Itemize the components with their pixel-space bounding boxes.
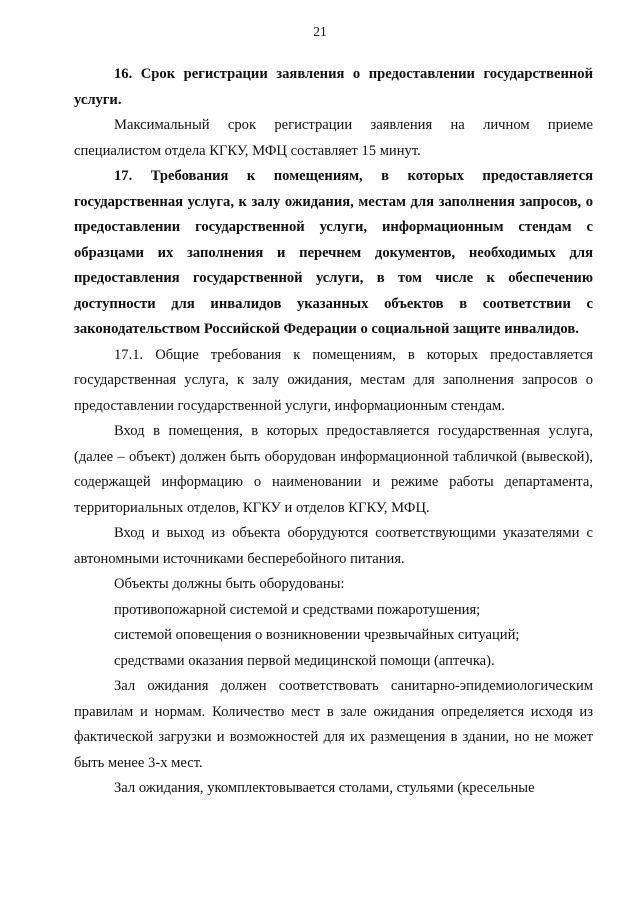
list-item: системой оповещения о возникновении чрезвычайных ситуаций;	[114, 627, 520, 643]
page-number: 21	[313, 24, 327, 39]
section-16-heading: 16. Срок регистрации заявления о предоставлении государственной услуги.	[74, 66, 593, 108]
equipment-intro-paragraph: Объекты должны быть оборудованы:	[114, 576, 345, 592]
list-item: противопожарной системой и средствами пожаротушения;	[114, 601, 481, 618]
section-17-heading: 17. Требования к помещениям, в которых предоставляется государственная услуга, к залу ожидания, местам для заполнения запросов, о предоставлении государственной услуги, информационным стендам с образцами их заполнения и перечнем документов, необходимых для предоставления государственной услуги, в том числе к обеспечению доступности для инвалидов указанных объектов в соответствии с законодательством Российской Федерации о социальной защите инвалидов.	[74, 168, 593, 337]
document-body	[74, 62, 593, 802]
waiting-room-norms-paragraph: Зал ожидания должен соответствовать санитарно-эпидемиологическим правилам и нормам. Количество мест в зале ожидания определяется исходя из фактической загрузки и возможностей для их размещения в здании, но не может быть менее 3-х мест.	[74, 678, 593, 771]
entrance-signage-paragraph: Вход в помещения, в которых предоставляется государственная услуга, (далее – объект) должен быть оборудован информационной табличкой (вывеской), содержащей информацию о наименовании и режиме работы департамента, территориальных отделов, КГКУ и отделов КГКУ, МФЦ.	[74, 423, 593, 516]
section-17-1-paragraph: 17.1. Общие требования к помещениям, в которых предоставляется государственная услуга, к залу ожидания, местам для заполнения запросов о предоставлении государственной услуги, информационным стендам.	[74, 346, 593, 414]
list-item: средствами оказания первой медицинской помощи (аптечка).	[114, 652, 495, 669]
entrance-exit-signs-paragraph: Вход и выход из объекта оборудуются соответствующими указателями с автономными источниками бесперебойного питания.	[74, 525, 593, 567]
section-16-text: Максимальный срок регистрации заявления на личном приеме специалистом отдела КГКУ, МФЦ составляет 15 минут.	[74, 117, 593, 159]
waiting-room-furniture-paragraph: Зал ожидания, укомплектовывается столами, стульями (кресельные	[114, 780, 535, 796]
